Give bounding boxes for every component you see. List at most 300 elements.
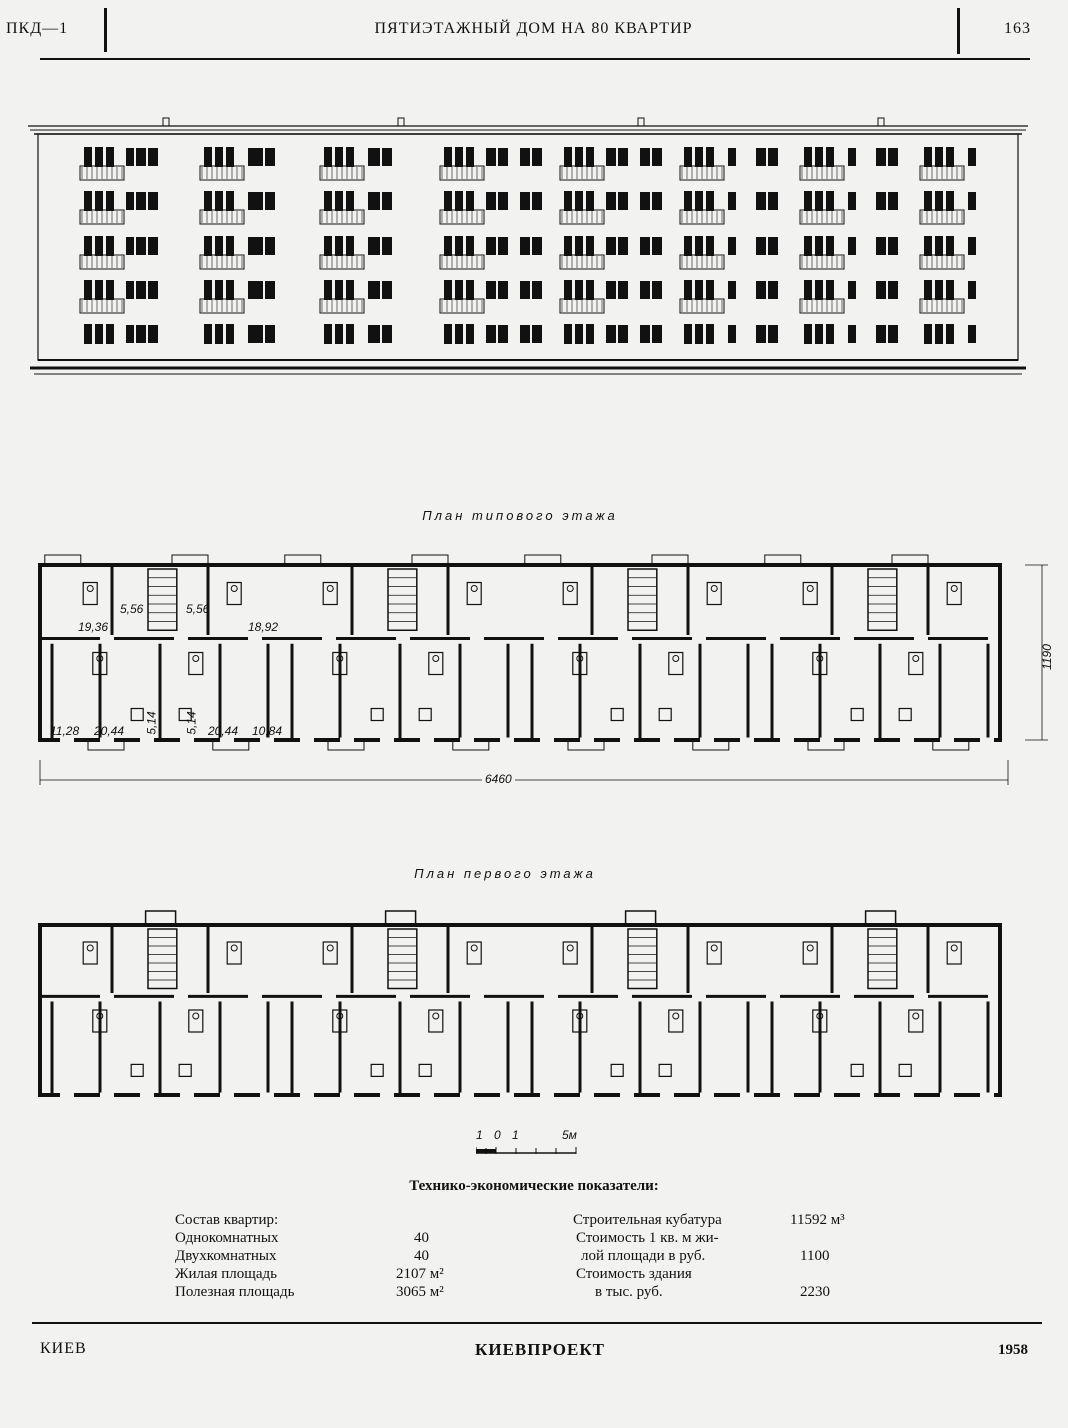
window (84, 324, 92, 344)
window (804, 191, 812, 211)
window (768, 325, 778, 343)
two-room-value: 40 (414, 1248, 429, 1264)
window (618, 237, 628, 255)
window (826, 191, 834, 211)
window (106, 236, 114, 256)
staircase (148, 569, 177, 630)
building-cost-value: 2230 (800, 1284, 830, 1300)
wc-fixture (327, 586, 333, 592)
series-code: ПКД—1 (6, 20, 69, 37)
window (346, 280, 354, 300)
window (226, 147, 234, 167)
window (148, 237, 158, 255)
window (684, 236, 692, 256)
window (768, 192, 778, 210)
window (640, 148, 650, 166)
overall-length: 6460 (482, 772, 515, 786)
window (575, 147, 583, 167)
window (968, 192, 976, 210)
living-area-value: 2107 м² (396, 1266, 444, 1282)
window (888, 148, 898, 166)
window (968, 325, 976, 343)
window (335, 280, 343, 300)
window (455, 191, 463, 211)
kitchen-stove (851, 1064, 863, 1076)
window (346, 236, 354, 256)
window (695, 147, 703, 167)
window (652, 148, 662, 166)
wc-fixture (807, 945, 813, 951)
window (968, 281, 976, 299)
scale-ruler (476, 1144, 586, 1156)
window (455, 236, 463, 256)
kitchen-stove (419, 1064, 431, 1076)
window (368, 192, 376, 210)
window (586, 236, 594, 256)
kitchen-stove (131, 1064, 143, 1076)
roof-vent (398, 118, 404, 126)
window (876, 237, 886, 255)
window (618, 148, 628, 166)
window (652, 325, 662, 343)
window (248, 281, 256, 299)
window (204, 147, 212, 167)
window (368, 148, 376, 166)
window (498, 281, 508, 299)
window (768, 148, 778, 166)
window (946, 324, 954, 344)
window (324, 191, 332, 211)
window (335, 147, 343, 167)
wc-fixture (913, 656, 919, 662)
facade-elevation (28, 110, 1038, 390)
window (520, 281, 530, 299)
window (148, 281, 158, 299)
wc-fixture (711, 945, 717, 951)
window (324, 147, 332, 167)
window (728, 325, 736, 343)
window (488, 148, 496, 166)
window (848, 325, 856, 343)
staircase (868, 569, 897, 630)
window (946, 236, 954, 256)
window (226, 324, 234, 344)
window (586, 191, 594, 211)
kitchen-stove (611, 709, 623, 721)
window (520, 192, 530, 210)
window (706, 191, 714, 211)
window (728, 148, 736, 166)
window (106, 280, 114, 300)
window (815, 191, 823, 211)
window (564, 280, 572, 300)
typical-floor-plan (30, 545, 1060, 795)
kitchen-stove (371, 1064, 383, 1076)
window (466, 280, 474, 300)
window (466, 147, 474, 167)
window (466, 324, 474, 344)
window (324, 324, 332, 344)
window (444, 324, 452, 344)
two-room-label: Двухкомнатных (175, 1248, 277, 1264)
area-label: 20,44 (94, 724, 125, 738)
overall-depth: 1190 (1039, 644, 1054, 670)
window (706, 324, 714, 344)
window (532, 325, 542, 343)
window (968, 148, 976, 166)
window (652, 237, 662, 255)
staircase (628, 929, 657, 989)
window (804, 324, 812, 344)
window (768, 281, 778, 299)
window (946, 191, 954, 211)
window (888, 281, 898, 299)
window (608, 281, 616, 299)
window (444, 280, 452, 300)
first-floor-plan (30, 905, 1030, 1105)
window (444, 191, 452, 211)
area-label: 18,92 (248, 620, 279, 634)
window (706, 147, 714, 167)
window (586, 147, 594, 167)
cost-sqm-label-1: Стоимость 1 кв. м жи- (576, 1230, 719, 1246)
window (695, 236, 703, 256)
window (575, 236, 583, 256)
window (455, 280, 463, 300)
wc-fixture (673, 656, 679, 662)
window (728, 281, 736, 299)
window (756, 281, 766, 299)
window (695, 324, 703, 344)
window (368, 237, 376, 255)
window (126, 192, 134, 210)
window (924, 147, 932, 167)
window (826, 147, 834, 167)
window (136, 148, 146, 166)
window (564, 191, 572, 211)
volume-value: 11592 м³ (790, 1212, 845, 1228)
indicators-title: Технико-экономические показатели: (409, 1178, 659, 1194)
kitchen-stove (611, 1064, 623, 1076)
window (652, 281, 662, 299)
kitchen-stove (659, 1064, 671, 1076)
window (215, 324, 223, 344)
header-divider-right (957, 8, 960, 54)
wc-fixture (87, 586, 93, 592)
window (106, 191, 114, 211)
wc-fixture (231, 945, 237, 951)
staircase (868, 929, 897, 989)
window (204, 236, 212, 256)
window (215, 236, 223, 256)
footer-institute: КИЕВПРОЕКТ (475, 1340, 605, 1359)
window (756, 325, 766, 343)
scale-label-left: 1 0 1 (476, 1128, 523, 1142)
window (346, 191, 354, 211)
window (346, 147, 354, 167)
wc-fixture (193, 1013, 199, 1019)
window (768, 237, 778, 255)
area-label: 5,14 (184, 711, 199, 735)
kitchen-stove (851, 709, 863, 721)
window (324, 280, 332, 300)
area-label: 5,56 (120, 602, 144, 616)
area-label: 19,36 (78, 620, 109, 634)
window (488, 192, 496, 210)
window (265, 192, 275, 210)
window (368, 281, 376, 299)
window (520, 148, 530, 166)
staircase (388, 929, 417, 989)
window (876, 281, 886, 299)
window (248, 192, 256, 210)
window (498, 325, 508, 343)
typical-floor-caption: План типового этажа (422, 508, 618, 523)
window (148, 148, 158, 166)
window (455, 147, 463, 167)
window (618, 281, 628, 299)
window (95, 191, 103, 211)
window (248, 148, 256, 166)
area-label: 5,56 (186, 602, 210, 616)
window (935, 147, 943, 167)
roof-vent (163, 118, 169, 126)
wc-fixture (433, 1013, 439, 1019)
window (935, 236, 943, 256)
header-rule (40, 58, 1030, 60)
window (815, 280, 823, 300)
window (148, 192, 158, 210)
window (136, 281, 146, 299)
window (136, 192, 146, 210)
area-label: 20,44 (208, 724, 239, 738)
kitchen-stove (899, 1064, 911, 1076)
one-room-value: 40 (414, 1230, 429, 1246)
window (695, 191, 703, 211)
page-number: 163 (1004, 20, 1031, 37)
cost-sqm-value: 1100 (800, 1248, 830, 1264)
window (728, 192, 736, 210)
window (608, 325, 616, 343)
window (148, 325, 158, 343)
window (618, 192, 628, 210)
window (488, 281, 496, 299)
footer-year: 1958 (998, 1342, 1028, 1358)
window (618, 325, 628, 343)
window (498, 148, 508, 166)
wc-fixture (673, 1013, 679, 1019)
page-title: ПЯТИЭТАЖНЫЙ ДОМ НА 80 КВАРТИР (374, 20, 693, 37)
window (498, 192, 508, 210)
window (888, 237, 898, 255)
window (226, 280, 234, 300)
window (95, 236, 103, 256)
window (640, 237, 650, 255)
footer-city: КИЕВ (40, 1340, 87, 1357)
window (888, 325, 898, 343)
window (924, 191, 932, 211)
window (575, 280, 583, 300)
window (106, 324, 114, 344)
window (815, 147, 823, 167)
area-label: 5,14 (144, 711, 159, 735)
window (888, 192, 898, 210)
window (444, 236, 452, 256)
window (756, 148, 766, 166)
composition-label: Состав квартир: (175, 1212, 279, 1228)
window (640, 325, 650, 343)
window (204, 191, 212, 211)
window (532, 148, 542, 166)
window (935, 280, 943, 300)
window (946, 147, 954, 167)
window (95, 324, 103, 344)
window (564, 236, 572, 256)
window (586, 324, 594, 344)
window (684, 280, 692, 300)
useful-area-label: Полезная площадь (175, 1284, 295, 1300)
window (215, 147, 223, 167)
window (382, 325, 392, 343)
wc-fixture (951, 586, 957, 592)
staircase (628, 569, 657, 630)
entrance-porch (146, 911, 176, 925)
wc-fixture (567, 586, 573, 592)
entrance-porch (626, 911, 656, 925)
window (684, 147, 692, 167)
roof-vent (878, 118, 884, 126)
building-cost-label-1: Стоимость здания (576, 1266, 692, 1282)
window (226, 236, 234, 256)
building-cost-label-2: в тыс. руб. (595, 1284, 663, 1300)
outer-wall (40, 925, 1000, 1095)
staircase (388, 569, 417, 630)
window (924, 280, 932, 300)
volume-label: Строительная кубатура (573, 1212, 722, 1228)
window (564, 324, 572, 344)
kitchen-stove (419, 709, 431, 721)
window (382, 237, 392, 255)
window (335, 191, 343, 211)
window (876, 192, 886, 210)
window (95, 147, 103, 167)
wc-fixture (807, 586, 813, 592)
window (640, 192, 650, 210)
wc-fixture (327, 945, 333, 951)
window (826, 324, 834, 344)
window (382, 281, 392, 299)
window (756, 192, 766, 210)
window (335, 236, 343, 256)
window (136, 325, 146, 343)
entrance-porch (866, 911, 896, 925)
wc-fixture (471, 945, 477, 951)
kitchen-stove (179, 1064, 191, 1076)
window (848, 237, 856, 255)
window (946, 280, 954, 300)
window (608, 148, 616, 166)
window (815, 236, 823, 256)
window (815, 324, 823, 344)
window (706, 236, 714, 256)
window (382, 148, 392, 166)
window (804, 147, 812, 167)
window (520, 237, 530, 255)
roof-vent (638, 118, 644, 126)
kitchen-stove (899, 709, 911, 721)
window (695, 280, 703, 300)
window (106, 147, 114, 167)
window (455, 324, 463, 344)
window (215, 191, 223, 211)
window (575, 191, 583, 211)
window (728, 237, 736, 255)
window (324, 236, 332, 256)
window (84, 191, 92, 211)
window (848, 281, 856, 299)
window (684, 324, 692, 344)
cost-sqm-label-2: лой площади в руб. (581, 1248, 706, 1264)
scale-label-right: 5м (562, 1128, 577, 1142)
window (248, 237, 256, 255)
window (126, 148, 134, 166)
area-label: 11,28 (50, 724, 80, 738)
kitchen-stove (371, 709, 383, 721)
window (126, 325, 134, 343)
window (804, 236, 812, 256)
area-label: 10,84 (252, 724, 283, 738)
one-room-label: Однокомнатных (175, 1230, 279, 1246)
window (126, 281, 134, 299)
window (265, 148, 275, 166)
window (706, 280, 714, 300)
staircase (148, 929, 177, 989)
window (935, 324, 943, 344)
window (204, 280, 212, 300)
window (382, 192, 392, 210)
window (444, 147, 452, 167)
window (876, 325, 886, 343)
window (126, 237, 134, 255)
window (684, 191, 692, 211)
window (848, 148, 856, 166)
window (265, 281, 275, 299)
window (488, 237, 496, 255)
window (756, 237, 766, 255)
window (826, 280, 834, 300)
window (608, 237, 616, 255)
window (466, 236, 474, 256)
window (226, 191, 234, 211)
window (876, 148, 886, 166)
window (368, 325, 376, 343)
window (532, 281, 542, 299)
window (84, 147, 92, 167)
wc-fixture (711, 586, 717, 592)
window (968, 237, 976, 255)
window (935, 191, 943, 211)
window (575, 324, 583, 344)
wc-fixture (193, 656, 199, 662)
window (564, 147, 572, 167)
wc-fixture (87, 945, 93, 951)
window (804, 280, 812, 300)
window (848, 192, 856, 210)
window (84, 236, 92, 256)
window (532, 237, 542, 255)
wc-fixture (231, 586, 237, 592)
entrance-porch (386, 911, 416, 925)
